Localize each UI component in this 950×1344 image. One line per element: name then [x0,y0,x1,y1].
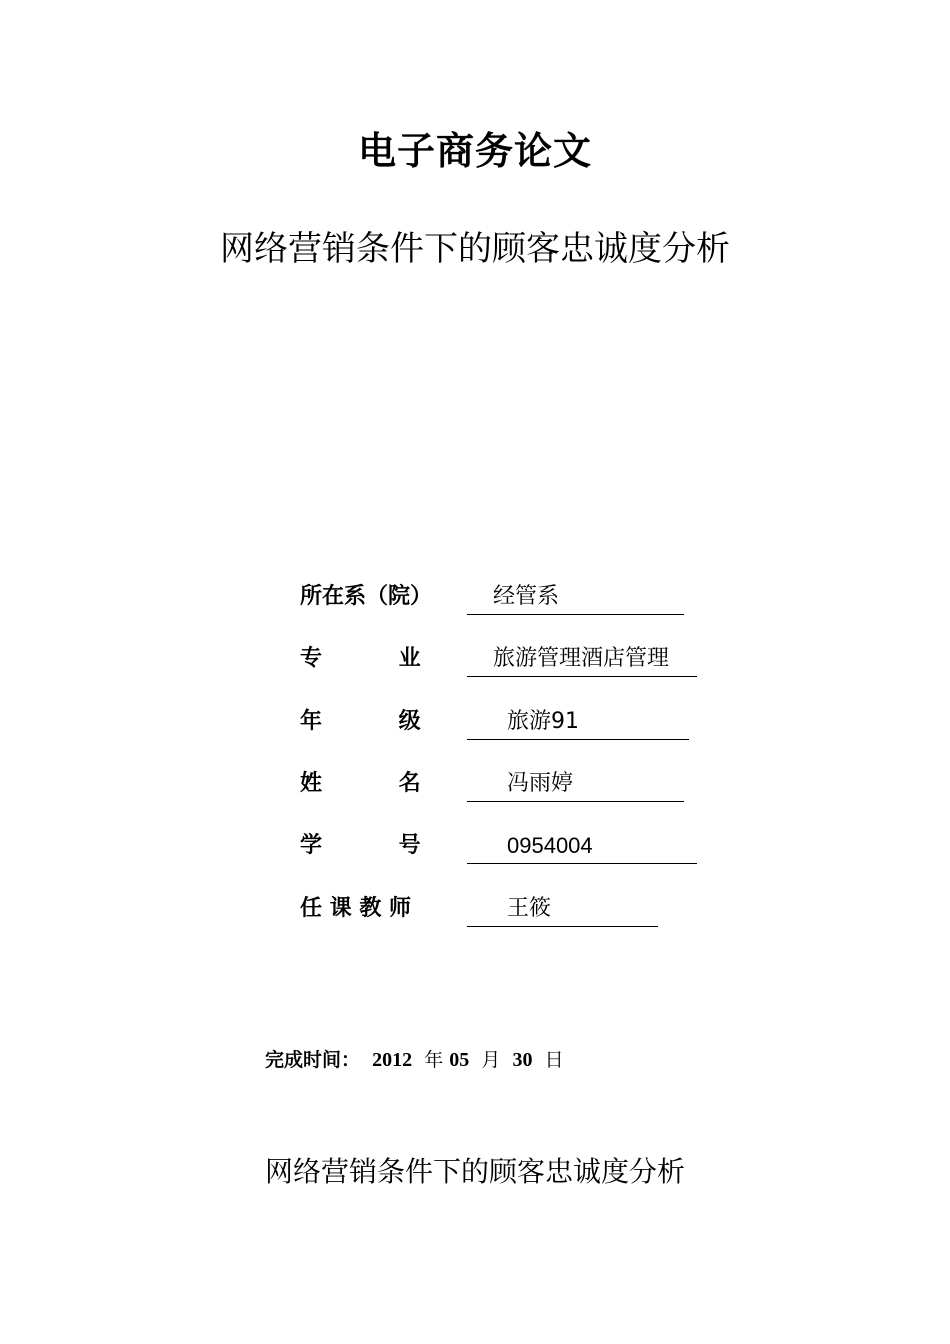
info-label-name: 姓 名 [300,771,421,796]
info-row-major [300,642,720,676]
info-value-department: 经管系 [493,584,560,609]
info-row-name [300,767,720,801]
completion-month: 05 [449,1049,470,1071]
info-value-line-grade [467,705,689,740]
info-label-grade: 年 级 [300,709,421,734]
info-value-grade: 旅游91 [507,709,579,734]
completion-month-unit: 月 [481,1049,501,1071]
completion-date [265,1043,564,1077]
info-value-student-id: 0954004 [507,833,593,858]
completion-year-unit: 年 [424,1049,444,1071]
info-row-department [300,580,720,614]
info-row-grade [300,705,720,739]
info-value-line-department [467,580,684,615]
info-value-teacher: 王筱 [507,896,552,921]
info-value-line-student-id [467,829,697,864]
page-subtitle: 网络营销条件下的顾客忠诚度分析 [220,229,730,269]
completion-label: 完成时间： [265,1049,361,1071]
completion-day-unit: 日 [544,1049,564,1071]
completion-day: 30 [512,1049,533,1071]
info-label-teacher: 任 课 教 师 [300,896,411,921]
completion-year: 2012 [372,1049,413,1071]
info-value-line-teacher [467,892,658,927]
info-value-line-name [467,767,684,802]
info-value-major: 旅游管理酒店管理 [493,646,670,671]
info-label-major: 专 业 [300,646,421,671]
info-label-department: 所在系（院） [300,584,433,609]
body-heading: 网络营销条件下的顾客忠诚度分析 [264,1155,685,1188]
info-row-teacher [300,892,720,926]
info-label-student-id: 学 号 [300,833,421,858]
info-row-student-id [300,829,720,863]
info-value-name: 冯雨婷 [507,771,574,796]
page-title: 电子商务论文 [357,129,592,173]
info-value-line-major [467,642,697,677]
